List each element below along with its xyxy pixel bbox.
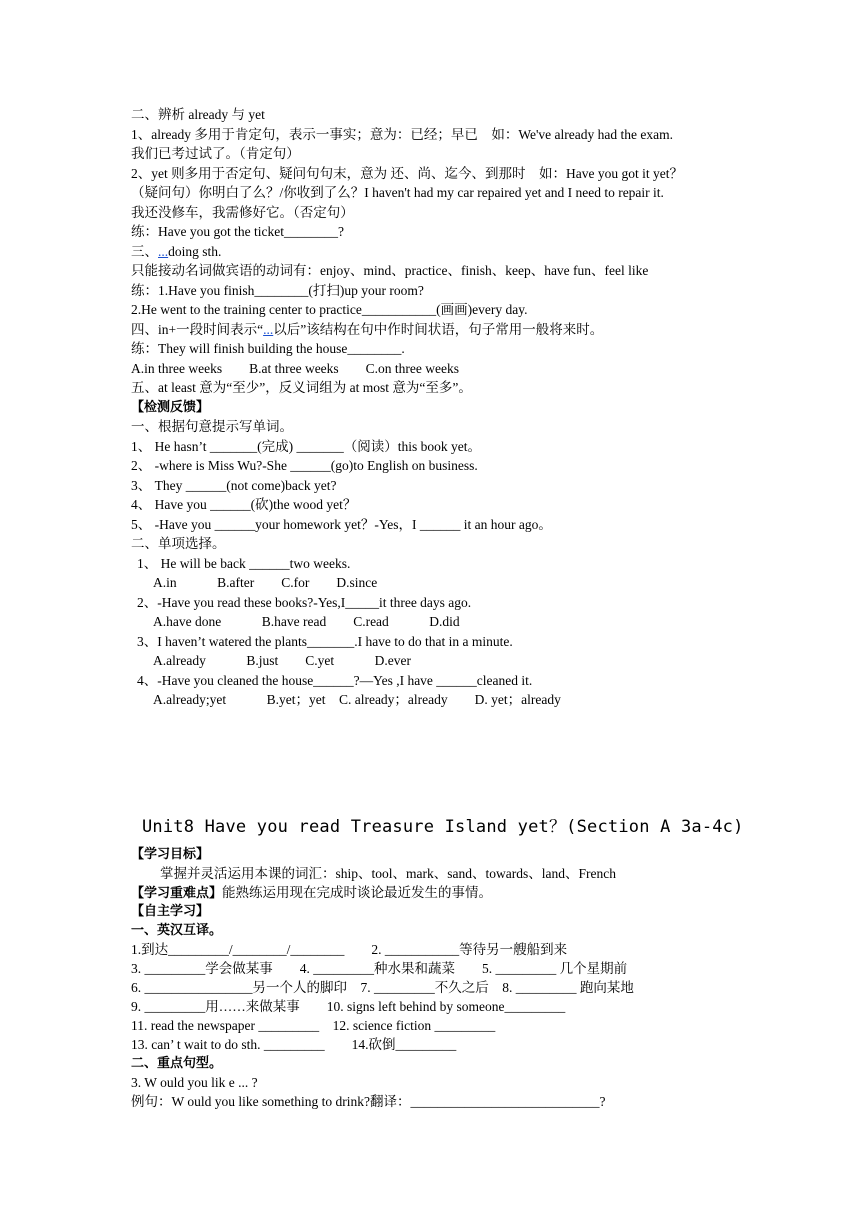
choice-line: A.already;yet B.yet；yet C. already；already D. yet；already bbox=[153, 692, 561, 707]
question-line: 1、 He will be back ______two weeks. bbox=[137, 556, 351, 571]
unit-title: Unit8 Have you read Treasure Island yet？(Section A 3a-4c) bbox=[142, 817, 744, 837]
text-line: 我还没修车，我需修好它。（否定句） bbox=[131, 205, 354, 220]
learning-goals-heading: 【学习目标】 bbox=[131, 847, 210, 862]
question-line: 4、-Have you cleaned the house______?—Yes ,I have ______cleaned it. bbox=[137, 673, 533, 688]
question-line: 2、 -where is Miss Wu?-She ______(go)to English on business. bbox=[131, 458, 478, 473]
translation-line: 9. _________用……来做某事 10. signs left behind by someone_________ bbox=[131, 999, 566, 1014]
text-line: （疑问句）你明白了么？/你收到了么？I haven't had my car repaired yet and I need to repair it. bbox=[131, 185, 664, 200]
example-sentence-line: 例句：W ould you like something to drink?翻译：____________________________? bbox=[131, 1094, 606, 1109]
exercise-line: 练：1.Have you finish________(打扫)up your room? bbox=[131, 283, 424, 298]
text-fragment: 四、in+一段时间表示“ bbox=[131, 322, 264, 337]
question-line: 5、 -Have you ______your homework yet？-Yes，I ______ it an hour ago。 bbox=[131, 517, 552, 532]
translation-line: 3. _________学会做某事 4. _________种水果和蔬菜 5. _________ 几个星期前 bbox=[131, 961, 628, 976]
key-points-line bbox=[131, 883, 492, 903]
choice-line: A.in B.after C.for D.since bbox=[153, 575, 378, 590]
subheading: 一、英汉互译。 bbox=[131, 923, 223, 938]
subheading: 二、单项选择。 bbox=[131, 536, 226, 551]
translation-line: 13. can’ t wait to do sth. _________ 14.砍倒_________ bbox=[131, 1037, 457, 1052]
exercise-line: 练：Have you got the ticket________? bbox=[131, 224, 344, 239]
text-fragment: doing sth. bbox=[168, 244, 222, 259]
text-line: 只能接动名词做宾语的动词有：enjoy、mind、practice、finish、keep、have fun、feel like bbox=[131, 263, 649, 278]
text-line: 我们已考过试了。（肯定句） bbox=[131, 146, 300, 161]
ellipsis-link[interactable]: ... bbox=[263, 322, 274, 337]
translation-line: 1.到达_________/________/________ 2. ___________等待另一艘船到来 bbox=[131, 942, 568, 957]
section-heading-doing bbox=[131, 242, 221, 261]
choice-line: A.already B.just C.yet D.ever bbox=[153, 653, 411, 668]
ellipsis-link[interactable]: ... bbox=[158, 244, 169, 259]
translation-line: 6. ________________另一个人的脚印 7. _________不久之后 8. _________ 跑向某地 bbox=[131, 980, 634, 995]
text-fragment: 三、 bbox=[131, 244, 158, 259]
question-line: 3、I haven’t watered the plants_______.I have to do that in a minute. bbox=[137, 634, 513, 649]
text-fragment: 以后”该结构在句中作时间状语，句子常用一般将来时。 bbox=[273, 322, 604, 337]
section-heading-already-yet: 二、辨析 already 与 yet bbox=[131, 107, 265, 122]
exercise-line: 练：They will finish building the house________. bbox=[131, 341, 405, 356]
section-heading-in-time bbox=[131, 320, 603, 339]
self-study-heading: 【自主学习】 bbox=[131, 904, 210, 919]
exercise-line: 2.He went to the training center to practice___________(画画)every day. bbox=[131, 302, 528, 317]
choice-line: A.in three weeks B.at three weeks C.on three weeks bbox=[131, 361, 460, 376]
text-line: 2、yet 则多用于否定句、疑问句句末，意为 还、尚、迄今、到那时 如：Have you got it yet？ bbox=[131, 166, 683, 181]
subheading: 一、根据句意提示写单词。 bbox=[131, 419, 293, 434]
question-line: 3、 They ______(not come)back yet? bbox=[131, 478, 337, 493]
subheading: 二、重点句型。 bbox=[131, 1056, 223, 1071]
feedback-heading: 【检测反馈】 bbox=[131, 400, 210, 415]
sentence-pattern-line: 3. W ould you lik e ... ? bbox=[131, 1075, 258, 1090]
choice-line: A.have done B.have read C.read D.did bbox=[153, 614, 460, 629]
text-line: 1、already 多用于肯定句，表示一事实；意为：已经；早已 如：We've already had the exam. bbox=[131, 127, 673, 142]
question-line: 2、-Have you read these books?-Yes,I_____it three days ago. bbox=[137, 595, 472, 610]
text-line: 掌握并灵活运用本课的词汇：ship、tool、mark、sand、towards、land、French bbox=[160, 866, 616, 881]
key-points-heading: 【学习重难点】 bbox=[131, 886, 223, 901]
question-line: 1、 He hasn’t _______(完成) _______（阅读）this book yet。 bbox=[131, 439, 481, 454]
translation-line: 11. read the newspaper _________ 12. science fiction _________ bbox=[131, 1018, 496, 1033]
text-fragment: 能熟练运用现在完成时谈论最近发生的事情。 bbox=[222, 885, 493, 900]
section-heading-at-least: 五、at least 意为“至少”，反义词组为 at most 意为“至多”。 bbox=[131, 380, 472, 395]
question-line: 4、 Have you ______(砍)the wood yet？ bbox=[131, 497, 357, 512]
